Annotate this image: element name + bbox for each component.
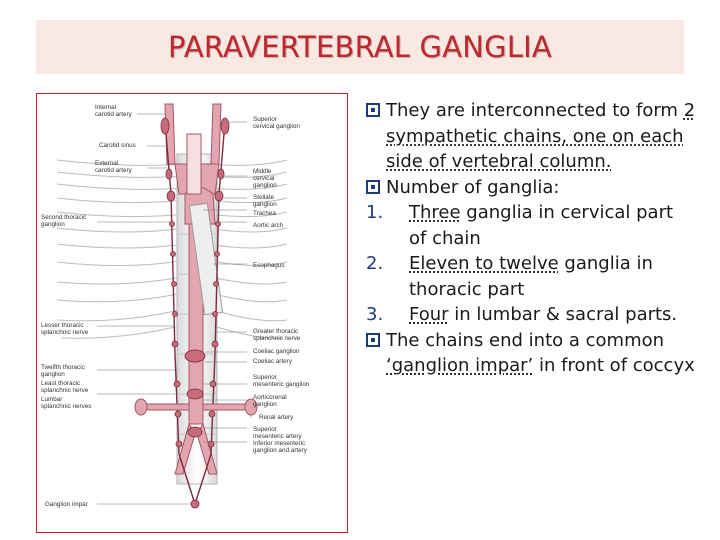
point-cervical xyxy=(366,200,696,251)
title-bar xyxy=(36,20,684,74)
point-ganglion-impar xyxy=(366,328,696,379)
label-least-splanchnic: Least thoracic splanchnic nerve xyxy=(41,380,89,394)
label-lumbar-splanchnic: Lumbar splanchnic nerves xyxy=(41,396,92,410)
point-emphasis: Eleven to twelve xyxy=(409,253,559,274)
point-text: ganglia in cervical part of chain xyxy=(409,202,674,249)
point-number: 1. xyxy=(366,202,384,223)
sympathetic-chain-illustration xyxy=(37,94,346,531)
trachea-shape xyxy=(187,134,201,194)
hollow-square-bullet-icon xyxy=(366,333,380,347)
label-internal-carotid: Internal carotid artery xyxy=(95,104,132,118)
point-text: Number of ganglia: xyxy=(386,176,560,198)
label-inferior-mesenteric: Inferior mesenteric ganglion and artery xyxy=(253,440,307,454)
point-text: The chains end into a common xyxy=(386,329,665,351)
label-superior-cervical: Superior cervical ganglion xyxy=(253,116,300,130)
point-thoracic xyxy=(366,251,696,302)
label-trachea: Trachea xyxy=(253,210,276,217)
hollow-square-bullet-icon xyxy=(366,103,380,117)
label-superior-mesenteric-ganglion: Superior mesenteric ganglion xyxy=(253,374,310,388)
label-ganglion-impar: Ganglion impar xyxy=(45,501,88,508)
point-emphasis: ‘ganglion impar’ xyxy=(386,355,534,376)
label-second-thoracic: Second thoracic ganglion xyxy=(41,214,87,228)
label-twelfth-thoracic: Twelfth thoracic ganglion xyxy=(41,364,85,378)
point-text: ganglia in thoracic part xyxy=(409,253,653,300)
slide-title: PARAVERTEBRAL GANGLIA xyxy=(168,30,552,64)
label-carotid-sinus: Carotid sinus xyxy=(99,142,136,149)
point-interconnected xyxy=(366,98,696,175)
point-emphasis: Three xyxy=(409,202,461,223)
points-list xyxy=(366,98,696,379)
point-lumbar-sacral xyxy=(366,302,696,328)
label-middle-cervical: Middle cervical ganglion xyxy=(253,168,277,189)
label-stellate: Stellate ganglion xyxy=(253,194,277,208)
point-emphasis: 2 sympathetic chains, one on each side of vertebral column. xyxy=(386,100,696,172)
label-esophagus: Esophagus xyxy=(253,262,285,269)
point-number: 3. xyxy=(366,304,384,325)
anatomy-figure xyxy=(36,93,348,533)
label-aortic-arch: Aortic arch xyxy=(253,222,284,229)
point-text: in lumbar & sacral parts. xyxy=(448,304,678,325)
label-superior-mesenteric-artery: Superior mesenteric artery xyxy=(253,426,302,440)
label-greater-splanchnic: Greater thoracic splanchnic nerve xyxy=(253,328,301,342)
point-text: They are interconnected to form xyxy=(386,100,684,121)
label-renal-artery: Renal artery xyxy=(259,414,294,421)
point-number: 2. xyxy=(366,253,384,274)
point-emphasis: Four xyxy=(409,304,449,325)
label-external-carotid: External carotid artery xyxy=(95,160,132,174)
label-celiac-artery: Coeliac artery xyxy=(253,358,292,365)
label-celiac-ganglion: Coeliac ganglion xyxy=(253,348,300,355)
hollow-square-bullet-icon xyxy=(366,180,380,194)
point-number-of-ganglia xyxy=(366,175,696,201)
point-text-end: in front of coccyx xyxy=(533,355,695,376)
ribs-left xyxy=(57,160,187,338)
label-aorticorenal: Aorticorenal ganglion xyxy=(253,394,287,408)
label-lesser-splanchnic: Lesser thoracic splanchnic nerve xyxy=(41,322,89,336)
